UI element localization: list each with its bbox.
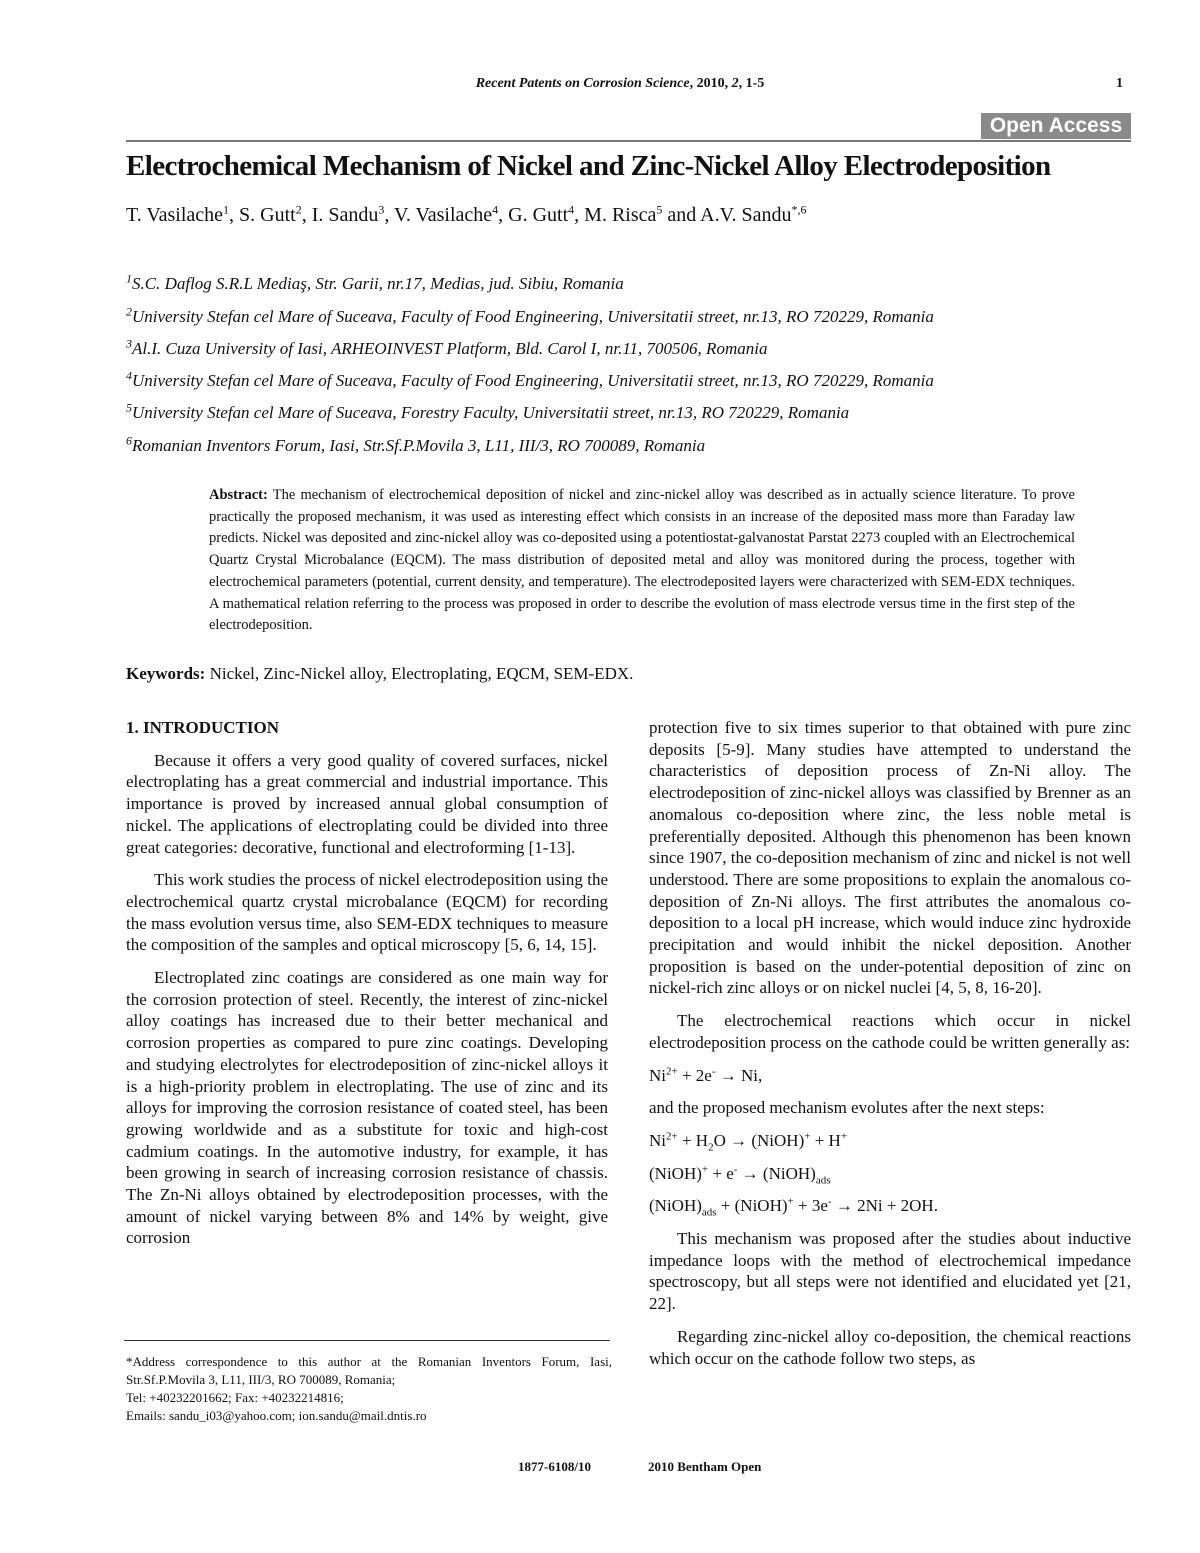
journal-volume: 2	[731, 76, 739, 91]
footnote-line: Emails: sandu_i03@yahoo.com; ion.sandu@mail.dntis.ro	[126, 1408, 427, 1423]
publisher-copyright: 2010 Bentham Open	[648, 1459, 762, 1474]
equation-4: $(NiOH)_{ads}$ + (NiOH)+ + 3e- → 2Ni + 2OH.	[649, 1195, 938, 1219]
page-number: 1	[1116, 76, 1123, 91]
author-affiliation-mark: 5	[656, 202, 663, 217]
equation-1: $Ni^{2+} + 2e^- \to Ni$,	[649, 1064, 763, 1085]
journal-header	[0, 76, 1200, 92]
paragraph: and the proposed mechanism evolutes after the next steps:	[649, 1098, 1045, 1118]
issn: 1877-6108/10	[518, 1459, 591, 1474]
right-column	[649, 717, 1131, 1380]
paragraph: protection five to six times superior to that obtained with pure zinc deposits [5-9]. Many studies have attempted to understand the characteristics of deposition process of Zn-Ni alloy. The electrodeposition of zinc-nickel alloys was classified by Brenner as an anomalous co-deposition where zinc, the less noble metal is preferentially deposited. Although this phenomenon has been known since 1907, the co-deposition mechanism of zinc and nickel is not well understood. There are some propositions to explain the anomalous co-deposition of Zn-Ni alloys. The first attributes the anomalous co-deposition to a local pH increase, which would induce zinc hydroxide precipitation and would inhibit the nickel deposition. Another proposition is based on the under-potential deposition of zinc on nickel-rich zinc alloys or on nickel nuclei [4, 5, 8, 16-20].	[649, 718, 1131, 998]
paragraph: Because it offers a very good quality of covered surfaces, nickel electroplating has a great commercial and industrial importance. This importance is proved by increased annual global consumption of nickel. The applications of electroplating could be divided into three great categories: decorative, functional and electroforming [1-13].	[126, 750, 608, 857]
author-separator: ,	[301, 204, 312, 226]
author-name: M. Risca	[584, 204, 657, 226]
author-name: S. Gutt	[239, 204, 296, 226]
author-name: G. Gutt	[508, 204, 569, 226]
paragraph: The electrochemical reactions which occur in nickel electrodeposition process on the cathode could be written generally as:	[649, 1011, 1131, 1052]
keywords-text: Nickel, Zinc-Nickel alloy, Electroplating, EQCM, SEM-EDX.	[209, 664, 634, 683]
footnote-divider	[124, 1340, 610, 1341]
left-column	[126, 717, 608, 1260]
affiliation-5: $^5$University Stefan cel Mare of Suceava, Forestry Faculty, Universitatii street, nr.13, RO 720229, Romania	[126, 400, 850, 422]
journal-year: , 2010,	[689, 76, 732, 91]
author-separator: and	[662, 204, 701, 226]
section-heading: 1. INTRODUCTION	[126, 718, 280, 737]
affiliation-4: $^4$University Stefan cel Mare of Suceava, Faculty of Food Engineering, Universitatii street, nr.13, RO 720229, Romania	[126, 368, 934, 390]
author-name: I. Sandu	[311, 204, 379, 226]
paragraph: This mechanism was proposed after the studies about inductive impedance loops with the method of electrochemical impedance spectroscopy, but all steps were not identified and elucidated yet [21, 22].	[649, 1229, 1131, 1314]
author-name: A.V. Sandu	[700, 204, 792, 226]
author-separator: ,	[384, 204, 395, 226]
abstract	[209, 485, 1075, 637]
correspondence-footnote	[126, 1353, 612, 1425]
journal-pages: , 1-5	[738, 76, 765, 91]
header-divider	[126, 140, 1131, 142]
paragraph: Regarding zinc-nickel alloy co-deposition, the chemical reactions which occur on the cathode follow two steps, as	[649, 1326, 1131, 1368]
keywords-label: Keywords:	[126, 664, 206, 683]
author-list	[126, 204, 1136, 227]
journal-name: Recent Patents on Corrosion Science	[475, 76, 690, 91]
paper-title: Electrochemical Mechanism of Nickel and Zinc-Nickel Alloy Electrodeposition	[126, 150, 1051, 182]
author-affiliation-mark: 2	[295, 202, 302, 217]
abstract-text: The mechanism of electrochemical deposition of nickel and zinc-nickel alloy was described as in actually science literature. To prove practically the proposed mechanism, it was used as interesting effect which consists in an increase of the deposited mass more than Faraday law predicts. Nickel was deposited and zinc-nickel alloy was co-deposited using a potentiostat-galvanostat Parstat 2273 coupled with an Electrochemical Quartz Crystal Microbalance (EQCM). The mass distribution of deposited metal and alloy was monitored during the process, together with electrochemical parameters (potential, current density, and temperature). The electrodeposited layers were characterized with SEM-EDX techniques. A mathematical relation referring to the process was proposed in order to describe the evolution of mass electrode versus time in the first step of the electrodeposition.	[209, 487, 1075, 634]
author-separator: ,	[229, 204, 240, 226]
equation-2: $Ni^{2+} + H_2O$ → (NiOH)+ + H+	[649, 1130, 848, 1154]
author-affiliation-mark: 3	[378, 202, 385, 217]
footnote-line: Tel: +40232201662; Fax: +40232214816;	[126, 1390, 344, 1405]
author-affiliation-mark: 4	[568, 202, 575, 217]
footnote-line: *Address correspondence to this author at the Romanian Inventors Forum, Iasi, Str.Sf.P.Movila 3, L11, III/3, RO 700089, Romania;	[126, 1354, 612, 1387]
author-affiliation-mark: 1	[223, 202, 230, 217]
keywords	[126, 664, 1136, 684]
equation-3: (NiOH)+ + $e^- \to (NiOH)_{ads}$	[649, 1163, 831, 1187]
affiliation-3: $^3$Al.I. Cuza University of Iasi, ARHEOINVEST Platform, Bld. Carol I, nr.11, 700506, Romania	[126, 336, 768, 358]
open-access-badge: Open Access	[981, 113, 1131, 139]
paragraph: This work studies the process of nickel electrodeposition using the electrochemical quartz crystal microbalance (EQCM) for recording the mass evolution versus time, also SEM-EDX techniques to measure the composition of the samples and optical microscopy [5, 6, 14, 15].	[126, 870, 608, 955]
affiliation-6: $^6$Romanian Inventors Forum, Iasi, Str.Sf.P.Movila 3, L11, III/3, RO 700089, Romania	[126, 433, 706, 455]
abstract-label: Abstract:	[209, 487, 268, 503]
paragraph: Electroplated zinc coatings are considered as one main way for the corrosion protection of steel. Recently, the interest of zinc-nickel alloy coatings has increased due to their better mechanical and corrosion properties as compared to pure zinc coatings. Developing and studying electrolytes for electrodeposition of zinc-nickel alloys it is a high-priority problem in electroplating. The use of zinc and its alloys for improving the corrosion resistance of coated steel, has been growing worldwide and as a substitute for toxic and high-cost cadmium coatings. In the automotive industry, for example, it has been growing in search of increasing corrosion resistance of chassis. The Zn-Ni alloys obtained by electrodeposition processes, with the amount of nickel varying between 8% and 14% by weight, give corrosion	[126, 968, 608, 1248]
author-separator: ,	[574, 204, 585, 226]
author-name: V. Vasilache	[394, 204, 493, 226]
affiliation-1: $^1$S.C. Daflog S.R.L Mediaş, Str. Garii, nr.17, Medias, jud. Sibiu, Romania	[126, 271, 624, 293]
affiliation-2: $^2$University Stefan cel Mare of Suceava, Faculty of Food Engineering, Universitatii street, nr.13, RO 720229, Romania	[126, 304, 934, 326]
author-separator: ,	[498, 204, 509, 226]
author-name: T. Vasilache	[126, 204, 224, 226]
author-affiliation-mark: *,6	[791, 202, 807, 217]
author-affiliation-mark: 4	[492, 202, 499, 217]
